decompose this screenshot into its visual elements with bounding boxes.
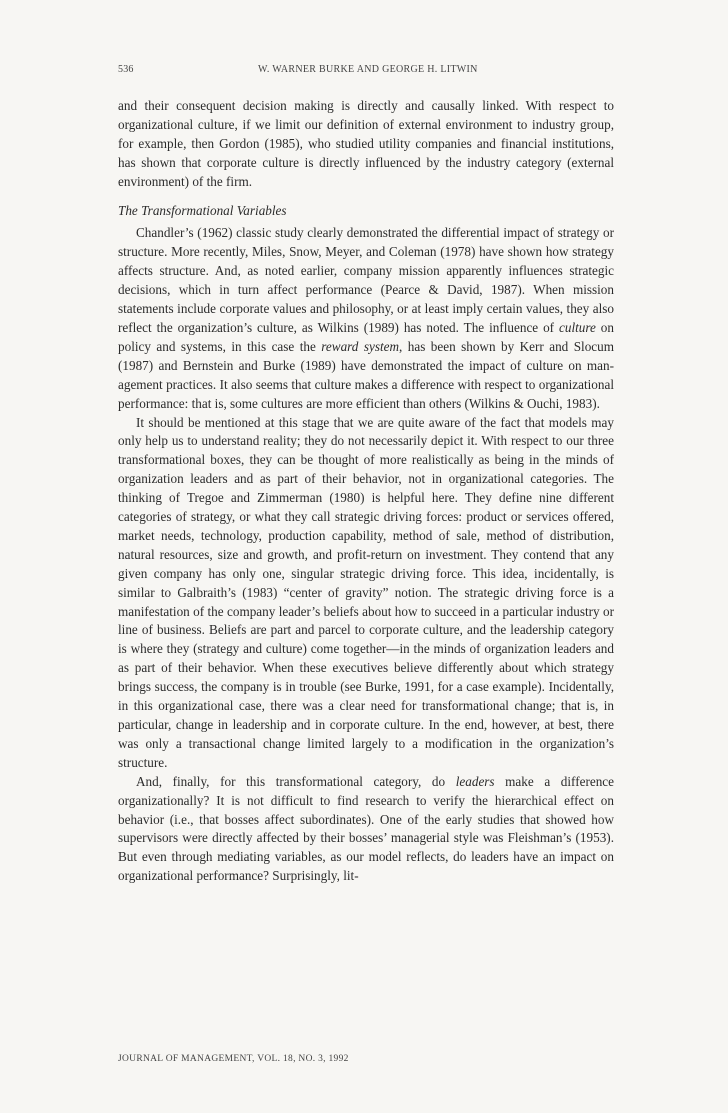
italic-term-reward-system: reward system (321, 338, 400, 354)
paragraph-text: Chandler’s (1962) classic study clearly demonstrated the differential impact of strategy or structure. More recently, Miles, Snow, Meyer, and Coleman (1978) have shown how strategy affects structure. And, as noted earlier, company mission apparently influences strategic decisions, which in turn affect performance (Pearce & David, 1987). When mission statements include corporate values and philosophy, or at least imply certain values, they also reflect the organization’s culture, as Wilkins (1989) has noted. The influence of (118, 225, 614, 335)
paragraph-models: It should be mentioned at this stage that we are quite aware of the fact that models may only help us to understand reality; they do not necessarily depict it. With respect to our three transformational boxes, they can be thought of more realistically as being in the minds of organization leaders and as part of their behavior, not in organizational categories. The thinking of Tregoe and Zimmerman (1980) is helpful here. They define nine different categories of strategy, or what they call strategic driving forces: product or services offered, market needs, technology, production capability, method of sale, method of distribution, natural resources, size and growth, and profit-return on investment. They contend that any given company has only one, singular strategic driving force. This idea, incidentally, is similar to Galbraith’s (1983) “center of gravity” notion. The strategic driving force is a manifestation of the company leader’s beliefs about how to succeed in a particular industry or line of business. Beliefs are part and parcel to corporate culture, and the leadership category is where they (strategy and culture) come together—in the minds of organization leaders and as part of their behavior. When these executives believe differently about which strategy brings success, the company is in trouble (see Burke, 1991, for a case example). Incidentally, in this organizational case, there was a clear need for transformational change; that is, in particular, change in leadership and in corporate culture. In the end, however, at best, there was only a transactional change limited largely to a modification in the organization’s structure. (118, 414, 614, 770)
italic-term-leaders: leaders (455, 773, 495, 789)
page-header (118, 64, 614, 80)
page-number: 536 (118, 64, 134, 75)
page-footer: JOURNAL OF MANAGEMENT, VOL. 18, NO. 3, 1992 (118, 1054, 349, 1064)
section-heading: The Transformational Variables (118, 202, 287, 218)
running-head: W. WARNER BURKE AND GEORGE H. LITWIN (258, 64, 478, 75)
paragraph-text: on policy and systems, in this case the (118, 319, 614, 354)
italic-term-culture: culture (559, 319, 596, 335)
article-body (118, 97, 614, 886)
paragraph-text: make a difference organizationally? It is not difficult to find research to verify the hierarchical effect on behavior (i.e., that bosses affect subordinates). One of the early studies that showed how supervisors were directly affected by their bosses’ managerial style was Fleishman’s (1953). But even through mediating variables, as our model reflects, do leaders have an impact on organizational performance? Surprisingly, lit- (118, 773, 614, 884)
paragraph-text: , has been shown by Kerr and Slocum (1987) and Bernstein and Burke (1989) have demonstrated the impact of culture on management practices. It also seems that culture makes a difference with respect to organizational performance: that is, some cultures are more efficient than others (Wilkins & Ouchi, 1983). (118, 338, 614, 411)
paragraph-leaders (118, 773, 614, 886)
paragraph-text: And, finally, for this transformational category, do (136, 773, 456, 789)
paragraph-continuation: and their consequent decision making is directly and causally linked. With respect to organizational culture, if we limit our definition of external environment to industry group, for example, then Gordon (1985), who studied utility companies and financial institutions, has shown that corporate culture is directly influenced by the industry category (external environment) of the firm. (118, 98, 614, 189)
paragraph-transformational (118, 224, 614, 413)
